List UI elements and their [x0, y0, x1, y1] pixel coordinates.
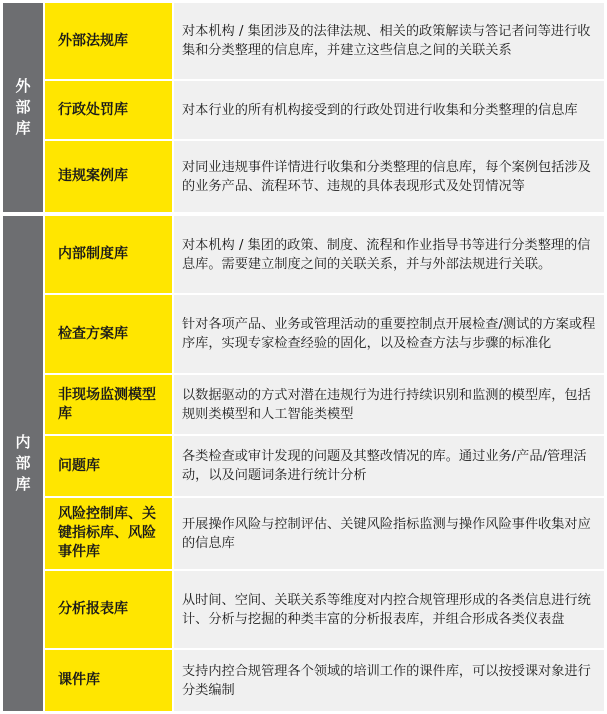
table-row	[45, 81, 604, 139]
table-row	[45, 295, 604, 373]
library-name-cell	[45, 3, 172, 79]
library-name: 课件库	[58, 672, 100, 688]
table-row	[45, 216, 604, 293]
table-row	[45, 141, 604, 212]
library-desc: 各类检查或审计发现的问题及其整改情况的库。通过业务/产品/管理活动，以及问题词条进行统计分析	[182, 449, 587, 483]
library-name-cell	[45, 571, 172, 648]
library-name: 风险控制库、关键指标库、风险事件库	[58, 506, 156, 560]
library-desc-cell	[174, 571, 604, 648]
library-name: 问题库	[58, 457, 100, 474]
library-name-cell	[45, 81, 172, 139]
table-row	[45, 498, 604, 569]
library-desc: 对本机构 / 集团涉及的法律法规、相关的政策解读与答记者问等进行收集和分类整理的信息库，并建立这些信息之间的关联关系	[182, 24, 591, 58]
group-label: 外部库	[15, 77, 31, 137]
library-desc-cell	[174, 498, 604, 569]
library-desc: 从时间、空间、关联关系等维度对内控合规管理形成的各类信息进行统计、分析与挖掘的种类丰富的分析报表库，并组合形成各类仪表盘	[182, 592, 591, 627]
library-desc-cell	[174, 650, 604, 711]
group-external	[3, 3, 43, 212]
library-desc-cell	[174, 3, 604, 79]
library-name-cell	[45, 216, 172, 293]
library-name: 非现场监测模型库	[58, 386, 156, 422]
library-name-cell	[45, 436, 172, 496]
library-desc: 对本机构 / 集团的政策、制度、流程和作业指导书等进行分类整理的信息库。需要建立制度之间的关联关系，并与外部法规进行关联。	[182, 237, 591, 272]
library-name: 分析报表库	[58, 601, 128, 617]
table-row	[45, 650, 604, 711]
table-row	[45, 571, 604, 648]
library-desc: 开展操作风险与控制评估、关键风险指标监测与操作风险事件收集对应的信息库	[182, 516, 591, 551]
library-desc: 支持内控合规管理各个领域的培训工作的课件库，可以按授课对象进行分类编制	[182, 663, 591, 698]
library-desc-cell	[174, 375, 604, 434]
library-desc: 对同业违规事件详情进行收集和分类整理的信息库，每个案例包括涉及的业务产品、流程环节、违规的具体表现形式及处罚情况等	[182, 159, 591, 194]
library-name: 外部法规库	[58, 32, 128, 49]
library-name-cell	[45, 141, 172, 212]
library-name-cell	[45, 375, 172, 434]
library-name: 违规案例库	[58, 168, 128, 184]
library-name-cell	[45, 295, 172, 373]
library-desc-cell	[174, 141, 604, 212]
library-name: 检查方案库	[58, 325, 128, 342]
group-label: 内部库	[15, 433, 31, 493]
library-name: 行政处罚库	[58, 101, 128, 118]
library-desc: 针对各项产品、业务或管理活动的重要控制点开展检查/测试的方案或程序库，实现专家检查经验的固化，以及检查方法与步骤的标准化	[182, 317, 596, 351]
library-name-cell	[45, 498, 172, 569]
library-desc: 对本行业的所有机构接受到的行政处罚进行收集和分类整理的信息库	[182, 102, 578, 118]
table-row	[45, 3, 604, 79]
library-desc-cell	[174, 216, 604, 293]
library-desc-cell	[174, 436, 604, 496]
table-row	[45, 375, 604, 434]
library-desc-cell	[174, 295, 604, 373]
library-desc-cell	[174, 81, 604, 139]
library-name: 内部制度库	[58, 246, 128, 262]
library-desc: 以数据驱动的方式对潜在违规行为进行持续识别和监测的模型库，包括规则类模型和人工智能类模型	[182, 387, 591, 422]
table-row	[45, 436, 604, 496]
library-name-cell	[45, 650, 172, 711]
group-internal	[3, 216, 43, 711]
